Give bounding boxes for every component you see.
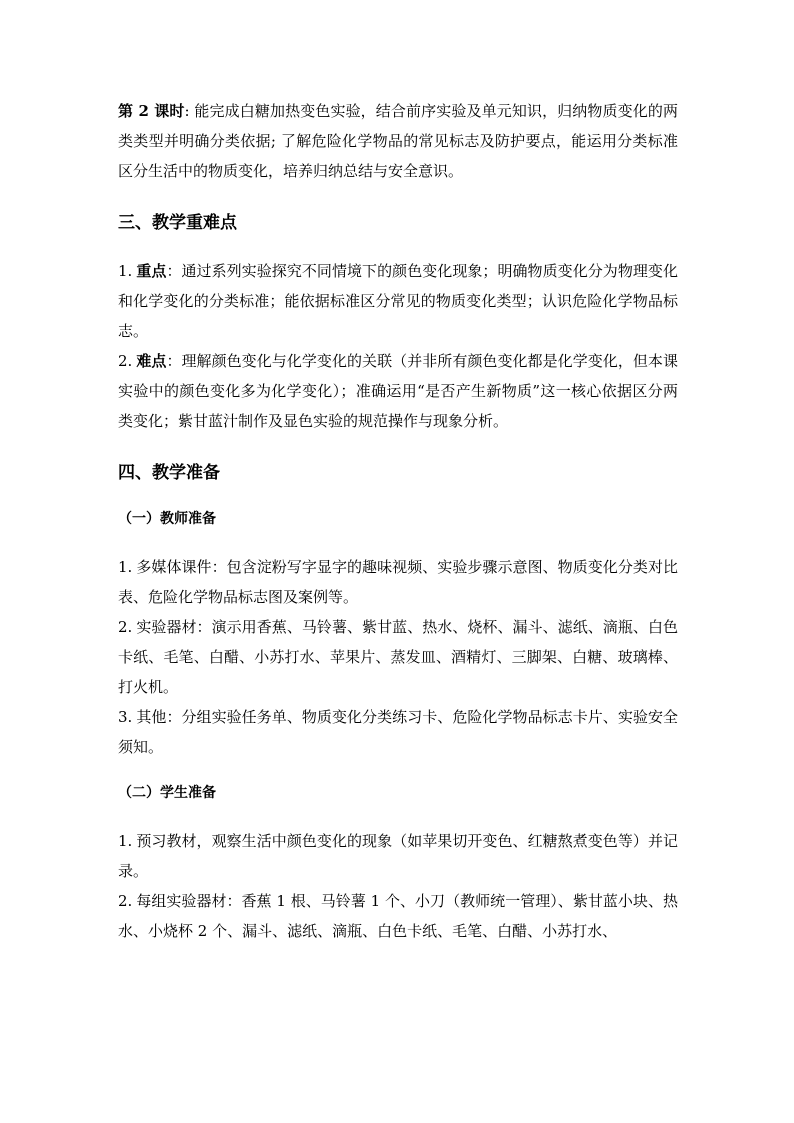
- section3-item-difficulty: [118, 346, 678, 436]
- lesson2-label: 第 2 课时: [118, 102, 185, 120]
- item-number: 1.: [118, 832, 133, 850]
- item-text: 预习教材，观察生活中颜色变化的现象（如苹果切开变色、红糖熬煮变色等）并记录。: [118, 832, 678, 880]
- section3-heading: 三、教学重难点: [118, 213, 237, 233]
- teacher-prep-list: [118, 552, 678, 762]
- item-text: 其他：分组实验任务单、物质变化分类练习卡、危险化学物品标志卡片、实验安全须知。: [118, 708, 678, 756]
- item-number: 3.: [118, 708, 133, 726]
- item-text: ：通过系列实验探究不同情境下的颜色变化现象；明确物质变化分为物理变化和化学变化的分类标准；能依据标准区分常见的物质变化类型；认识危险化学物品标志。: [118, 262, 678, 340]
- teacher-prep-heading: （一）教师准备: [118, 511, 216, 527]
- document-content: [118, 96, 678, 946]
- section3-list: [118, 256, 678, 436]
- item-keyword: 难点: [136, 352, 167, 370]
- section3-item-key-point: [118, 256, 678, 346]
- item-number: 1.: [118, 262, 133, 280]
- student-prep-item: [118, 826, 678, 886]
- item-text: ：理解颜色变化与化学变化的关联（并非所有颜色变化都是化学变化，但本课实验中的颜色变化多为化学变化）；准确运用“是否产生新物质”这一核心依据区分两类变化；紫甘蓝汁制作及显色实验的规范操作与现象分析。: [118, 352, 678, 430]
- teacher-prep-item: [118, 612, 678, 702]
- item-text: 多媒体课件：包含淀粉写字显字的趣味视频、实验步骤示意图、物质变化分类对比表、危险化学物品标志图及案例等。: [118, 558, 678, 606]
- item-number: 1.: [118, 558, 133, 576]
- item-number: 2.: [118, 352, 133, 370]
- item-number: 2.: [118, 892, 133, 910]
- student-prep-item: [118, 886, 678, 946]
- item-text: 每组实验器材：香蕉 1 根、马铃薯 1 个、小刀（教师统一管理）、紫甘蓝小块、热水、小烧杯 2 个、漏斗、滤纸、滴瓶、白色卡纸、毛笔、白醋、小苏打水、: [118, 892, 678, 940]
- student-prep-list: [118, 826, 678, 946]
- lesson2-paragraph: [118, 96, 678, 186]
- section4-heading: 四、教学准备: [118, 463, 220, 483]
- teacher-prep-item: [118, 702, 678, 762]
- student-prep-heading: （二）学生准备: [118, 785, 216, 801]
- item-text: 实验器材：演示用香蕉、马铃薯、紫甘蓝、热水、烧杯、漏斗、滤纸、滴瓶、白色卡纸、毛笔、白醋、小苏打水、苹果片、蒸发皿、酒精灯、三脚架、白糖、玻璃棒、打火机。: [118, 618, 678, 696]
- item-number: 2.: [118, 618, 133, 636]
- item-keyword: 重点: [136, 262, 167, 280]
- lesson2-text: : 能完成白糖加热变色实验，结合前序实验及单元知识，归纳物质变化的两类类型并明确分类依据; 了解危险化学物品的常见标志及防护要点，能运用分类标准区分生活中的物质变化，培养归纳总结与安全意识。: [118, 102, 678, 180]
- teacher-prep-item: [118, 552, 678, 612]
